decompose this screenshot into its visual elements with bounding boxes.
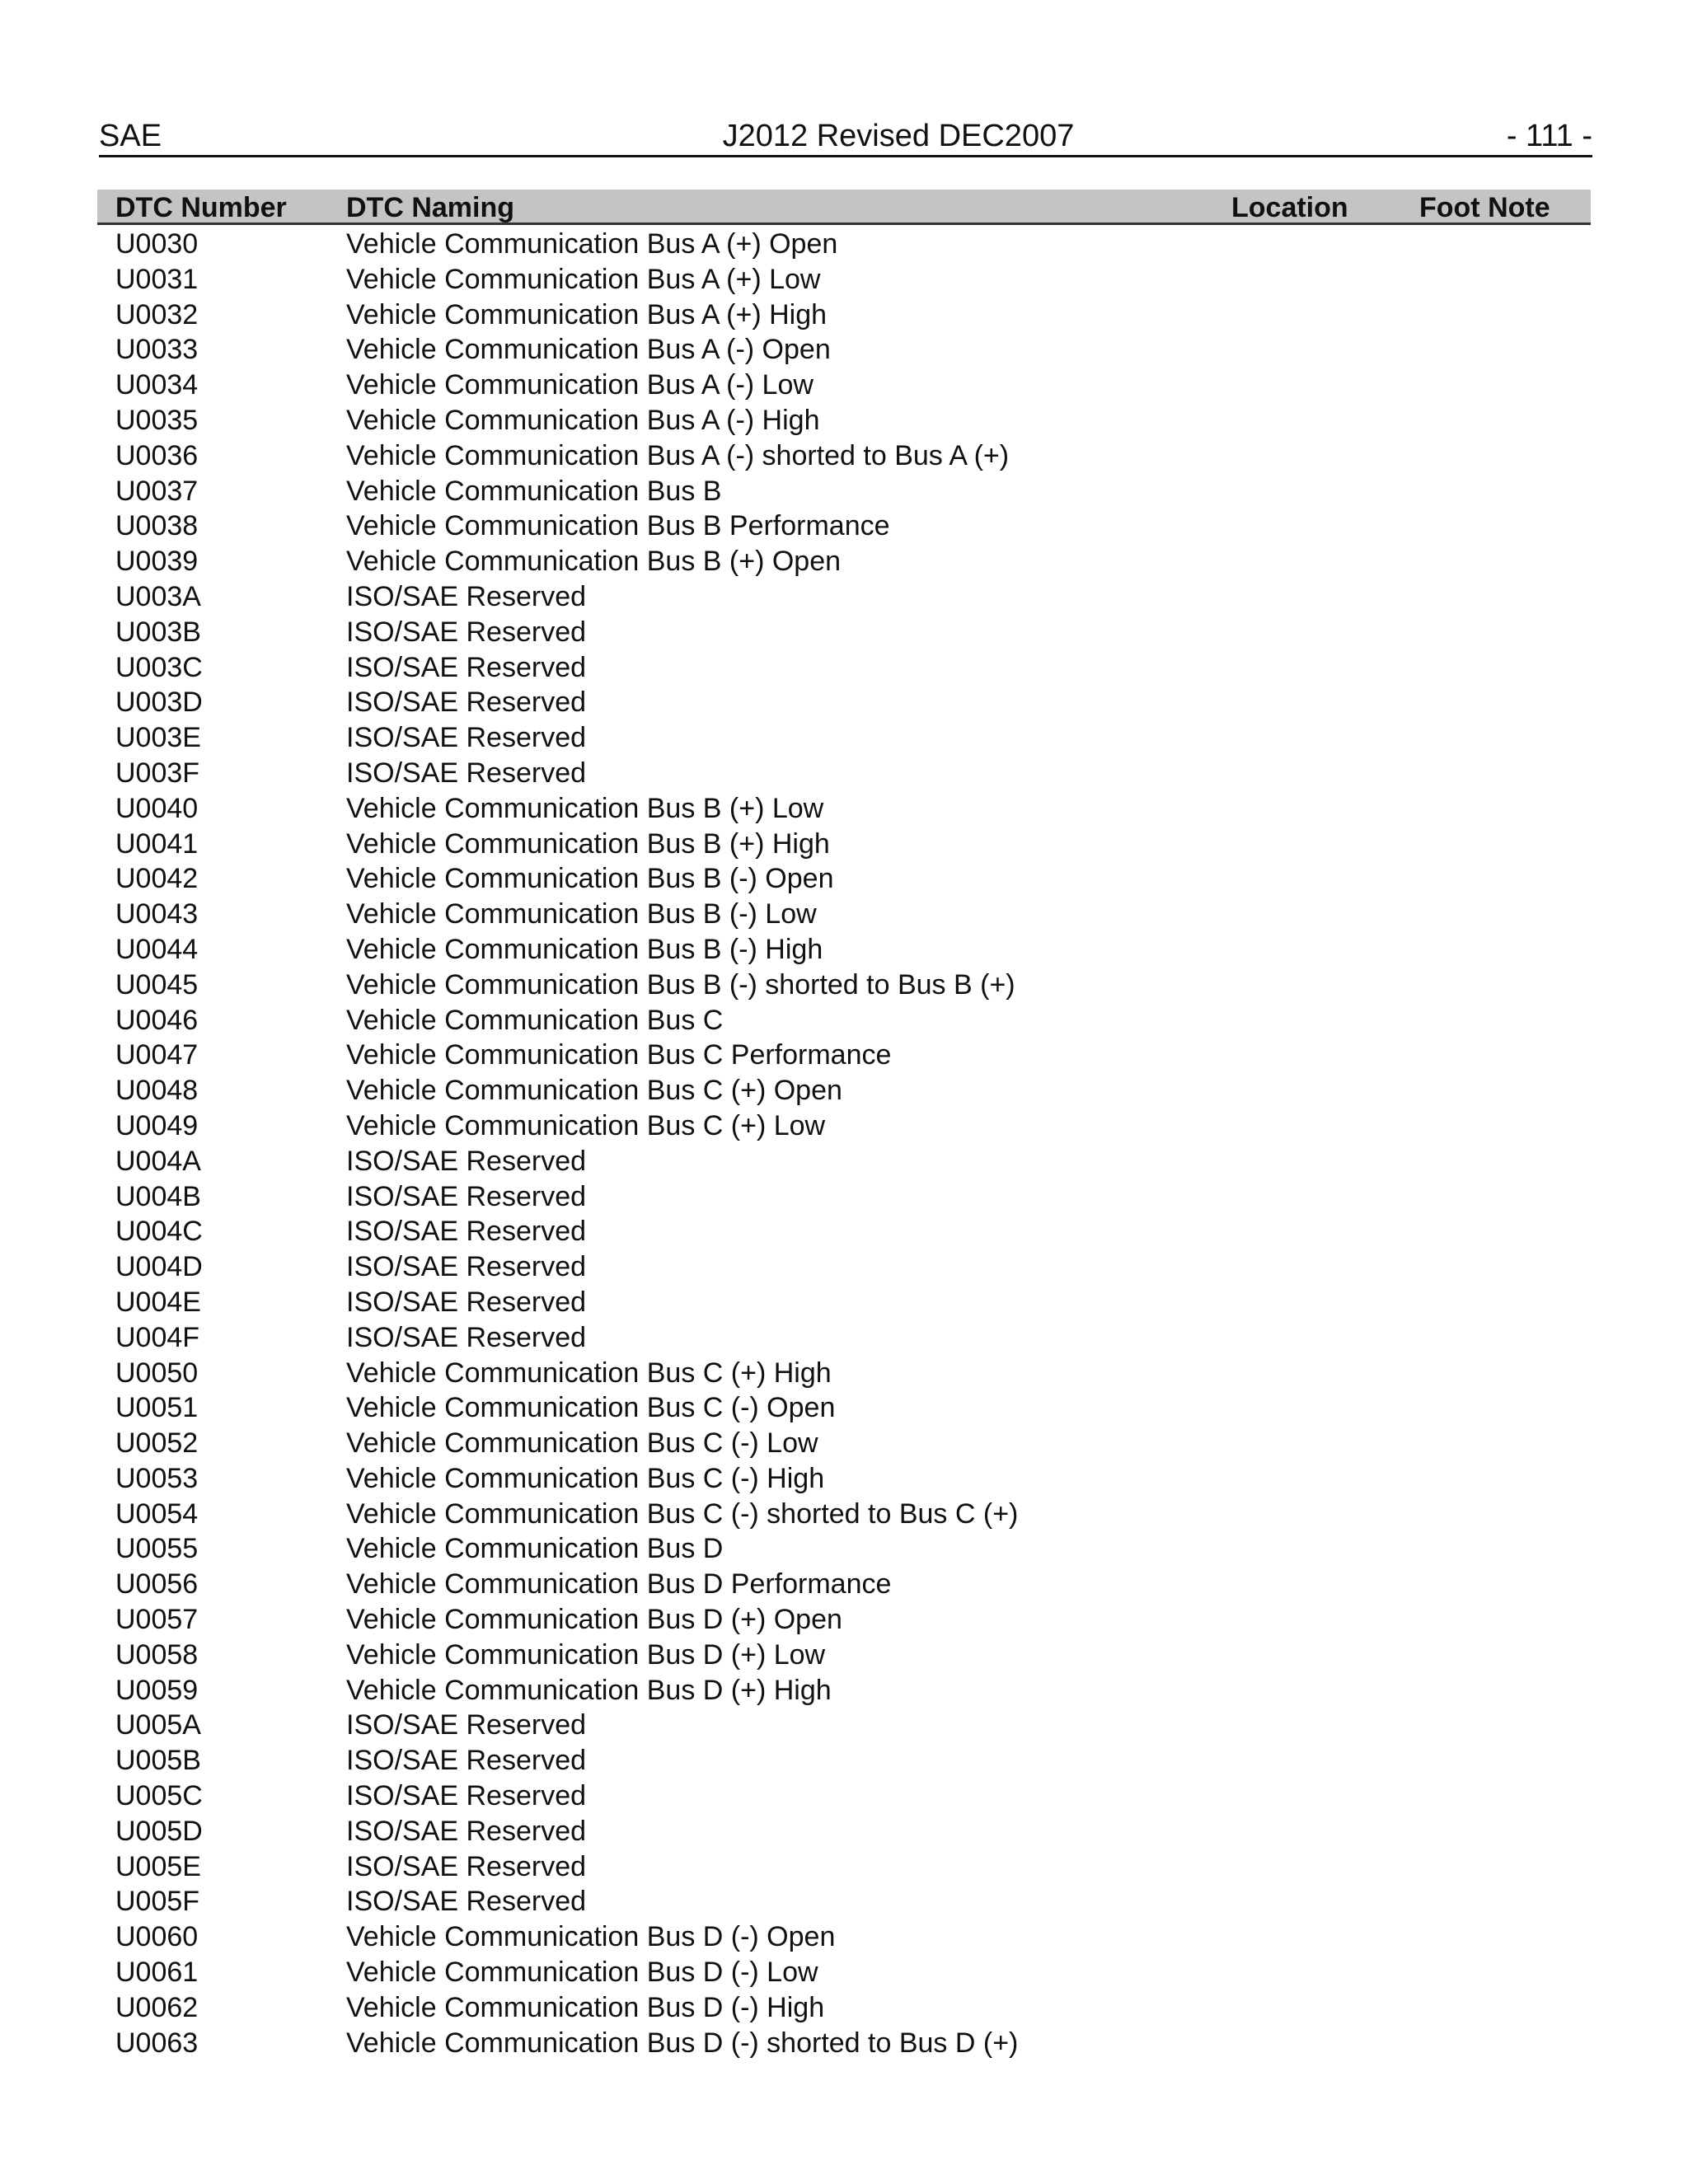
dtc-number-cell: U0037: [115, 475, 199, 507]
dtc-table-body: [97, 226, 1591, 2060]
dtc-naming-cell: Vehicle Communication Bus C (+) Low: [346, 1109, 826, 1141]
table-row: [97, 614, 1591, 649]
dtc-number-cell: U003A: [115, 580, 201, 612]
dtc-number-cell: U005D: [115, 1815, 203, 1847]
table-row: [97, 1707, 1591, 1742]
table-row: [97, 402, 1591, 438]
table-row: [97, 1813, 1591, 1849]
dtc-number-cell: U0042: [115, 863, 199, 895]
dtc-number-cell: U0032: [115, 298, 199, 330]
header-document-title: J2012 Revised DEC2007: [722, 119, 1075, 153]
dtc-number-cell: U003F: [115, 757, 200, 789]
dtc-number-cell: U0031: [115, 263, 199, 295]
dtc-naming-cell: ISO/SAE Reserved: [346, 757, 587, 789]
dtc-number-cell: U004B: [115, 1180, 201, 1212]
dtc-number-cell: U0046: [115, 1004, 199, 1036]
table-row: [97, 438, 1591, 473]
dtc-number-cell: U0045: [115, 968, 199, 1001]
dtc-naming-cell: ISO/SAE Reserved: [346, 651, 587, 683]
dtc-naming-cell: ISO/SAE Reserved: [346, 1850, 587, 1882]
page-header: [99, 117, 1592, 157]
dtc-number-cell: U0041: [115, 827, 199, 860]
table-row: [97, 1143, 1591, 1179]
dtc-number-cell: U005B: [115, 1745, 201, 1777]
dtc-naming-cell: Vehicle Communication Bus B (+) Low: [346, 792, 824, 824]
table-row: [97, 367, 1591, 402]
dtc-naming-cell: Vehicle Communication Bus C: [346, 1004, 724, 1036]
dtc-naming-cell: Vehicle Communication Bus A (+) Open: [346, 228, 838, 260]
dtc-number-cell: U0036: [115, 439, 199, 471]
dtc-naming-cell: Vehicle Communication Bus C (-) High: [346, 1462, 825, 1494]
dtc-number-cell: U004C: [115, 1216, 203, 1248]
dtc-naming-cell: Vehicle Communication Bus C (-) Low: [346, 1427, 818, 1460]
dtc-number-cell: U0043: [115, 898, 199, 930]
dtc-naming-cell: Vehicle Communication Bus D (-) Open: [346, 1921, 836, 1953]
table-row: [97, 649, 1591, 685]
table-row: [97, 1742, 1591, 1778]
dtc-number-cell: U005F: [115, 1886, 200, 1918]
table-row: [97, 1672, 1591, 1708]
table-row: [97, 1530, 1591, 1566]
dtc-number-cell: U0038: [115, 510, 199, 542]
dtc-number-cell: U0061: [115, 1957, 199, 1989]
dtc-naming-cell: Vehicle Communication Bus D (-) shorted to Bus D (+): [346, 2027, 1019, 2059]
dtc-number-cell: U0044: [115, 933, 199, 965]
dtc-naming-cell: Vehicle Communication Bus B Performance: [346, 510, 890, 542]
dtc-naming-cell: Vehicle Communication Bus D (-) High: [346, 1991, 825, 2023]
dtc-naming-cell: Vehicle Communication Bus B (-) Low: [346, 898, 817, 930]
dtc-naming-cell: ISO/SAE Reserved: [346, 616, 587, 648]
dtc-naming-cell: ISO/SAE Reserved: [346, 1745, 587, 1777]
table-row: [97, 473, 1591, 509]
table-row: [97, 1919, 1591, 1954]
table-row: [97, 1778, 1591, 1813]
dtc-number-cell: U004A: [115, 1145, 201, 1177]
table-header-row: [97, 190, 1591, 225]
table-row: [97, 1460, 1591, 1496]
dtc-naming-cell: Vehicle Communication Bus D (+) Low: [346, 1638, 826, 1671]
table-row: [97, 860, 1591, 896]
dtc-number-cell: U0062: [115, 1991, 199, 2023]
dtc-naming-cell: Vehicle Communication Bus B (-) Open: [346, 863, 834, 895]
dtc-naming-cell: Vehicle Communication Bus A (-) shorted to Bus A (+): [346, 439, 1010, 471]
dtc-number-cell: U005A: [115, 1709, 201, 1741]
header-org: SAE: [99, 119, 162, 153]
dtc-naming-cell: ISO/SAE Reserved: [346, 1815, 587, 1847]
header-page-number: - 111 -: [1506, 119, 1592, 153]
table-row: [97, 1849, 1591, 1884]
dtc-naming-cell: Vehicle Communication Bus B (-) High: [346, 933, 823, 965]
dtc-naming-cell: Vehicle Communication Bus B (-) shorted to Bus B (+): [346, 968, 1015, 1001]
table-row: [97, 331, 1591, 367]
table-row: [97, 1990, 1591, 2025]
table-row: [97, 967, 1591, 1002]
column-header-location: Location: [1231, 192, 1348, 223]
dtc-number-cell: U0035: [115, 404, 199, 436]
table-row: [97, 1954, 1591, 1990]
dtc-number-cell: U0057: [115, 1604, 199, 1636]
table-row: [97, 896, 1591, 931]
dtc-naming-cell: ISO/SAE Reserved: [346, 1886, 587, 1918]
dtc-naming-cell: Vehicle Communication Bus A (+) Low: [346, 263, 821, 295]
table-row: [97, 1002, 1591, 1038]
dtc-number-cell: U0030: [115, 228, 199, 260]
dtc-naming-cell: Vehicle Communication Bus D (+) Open: [346, 1604, 842, 1636]
dtc-naming-cell: Vehicle Communication Bus A (-) High: [346, 404, 820, 436]
dtc-number-cell: U0054: [115, 1497, 199, 1530]
table-row: [97, 261, 1591, 297]
table-row: [97, 755, 1591, 790]
dtc-number-cell: U005E: [115, 1850, 201, 1882]
dtc-number-cell: U0048: [115, 1075, 199, 1107]
table-row: [97, 1284, 1591, 1319]
dtc-naming-cell: Vehicle Communication Bus C (-) shorted to Bus C (+): [346, 1497, 1019, 1530]
dtc-naming-cell: ISO/SAE Reserved: [346, 1251, 587, 1283]
table-row: [97, 719, 1591, 755]
dtc-naming-cell: Vehicle Communication Bus D: [346, 1533, 724, 1565]
dtc-naming-cell: Vehicle Communication Bus D (+) High: [346, 1674, 832, 1706]
table-row: [97, 1213, 1591, 1249]
dtc-number-cell: U004D: [115, 1251, 203, 1283]
table-row: [97, 1179, 1591, 1214]
dtc-naming-cell: ISO/SAE Reserved: [346, 1709, 587, 1741]
dtc-number-cell: U003B: [115, 616, 201, 648]
dtc-naming-cell: Vehicle Communication Bus D (-) Low: [346, 1957, 818, 1989]
table-row: [97, 226, 1591, 261]
dtc-naming-cell: ISO/SAE Reserved: [346, 1180, 587, 1212]
dtc-naming-cell: ISO/SAE Reserved: [346, 1145, 587, 1177]
table-row: [97, 1390, 1591, 1425]
dtc-naming-cell: ISO/SAE Reserved: [346, 1286, 587, 1318]
dtc-number-cell: U0050: [115, 1357, 199, 1389]
dtc-number-cell: U0052: [115, 1427, 199, 1460]
table-row: [97, 931, 1591, 967]
dtc-naming-cell: Vehicle Communication Bus C (+) High: [346, 1357, 832, 1389]
table-row: [97, 1496, 1591, 1531]
dtc-naming-cell: ISO/SAE Reserved: [346, 580, 587, 612]
column-header-foot-note: Foot Note: [1419, 192, 1550, 223]
dtc-number-cell: U003D: [115, 687, 203, 719]
table-row: [97, 579, 1591, 614]
table-row: [97, 508, 1591, 543]
table-row: [97, 1425, 1591, 1460]
dtc-naming-cell: Vehicle Communication Bus B (+) Open: [346, 546, 842, 578]
dtc-naming-cell: ISO/SAE Reserved: [346, 687, 587, 719]
dtc-number-cell: U0040: [115, 792, 199, 824]
dtc-number-cell: U0049: [115, 1109, 199, 1141]
dtc-number-cell: U0047: [115, 1039, 199, 1071]
table-row: [97, 826, 1591, 861]
dtc-naming-cell: Vehicle Communication Bus C (-) Open: [346, 1392, 836, 1424]
dtc-number-cell: U0051: [115, 1392, 199, 1424]
table-row: [97, 1566, 1591, 1601]
dtc-number-cell: U0060: [115, 1921, 199, 1953]
dtc-number-cell: U0059: [115, 1674, 199, 1706]
table-row: [97, 1037, 1591, 1072]
table-row: [97, 1637, 1591, 1672]
dtc-naming-cell: Vehicle Communication Bus B: [346, 475, 722, 507]
column-header-dtc-naming: DTC Naming: [346, 192, 514, 223]
dtc-number-cell: U0063: [115, 2027, 199, 2059]
dtc-number-cell: U0058: [115, 1638, 199, 1671]
dtc-naming-cell: Vehicle Communication Bus C (+) Open: [346, 1075, 842, 1107]
dtc-naming-cell: Vehicle Communication Bus A (-) Low: [346, 369, 814, 401]
table-row: [97, 1072, 1591, 1108]
table-row: [97, 1601, 1591, 1637]
table-row: [97, 1355, 1591, 1390]
dtc-number-cell: U004F: [115, 1321, 200, 1353]
table-row: [97, 2025, 1591, 2060]
table-row: [97, 297, 1591, 332]
dtc-naming-cell: Vehicle Communication Bus D Performance: [346, 1568, 892, 1601]
table-row: [97, 790, 1591, 826]
dtc-naming-cell: ISO/SAE Reserved: [346, 1216, 587, 1248]
dtc-naming-cell: ISO/SAE Reserved: [346, 722, 587, 754]
dtc-naming-cell: Vehicle Communication Bus B (+) High: [346, 827, 830, 860]
dtc-naming-cell: Vehicle Communication Bus A (-) Open: [346, 334, 831, 366]
table-row: [97, 1249, 1591, 1284]
dtc-naming-cell: Vehicle Communication Bus A (+) High: [346, 298, 828, 330]
table-row: [97, 1883, 1591, 1919]
dtc-number-cell: U0033: [115, 334, 199, 366]
dtc-naming-cell: ISO/SAE Reserved: [346, 1321, 587, 1353]
column-header-dtc-number: DTC Number: [115, 192, 287, 223]
table-row: [97, 684, 1591, 719]
table-row: [97, 1319, 1591, 1355]
dtc-naming-cell: Vehicle Communication Bus C Performance: [346, 1039, 892, 1071]
table-row: [97, 543, 1591, 579]
dtc-number-cell: U003E: [115, 722, 201, 754]
dtc-number-cell: U005C: [115, 1780, 203, 1812]
dtc-naming-cell: ISO/SAE Reserved: [346, 1780, 587, 1812]
table-row: [97, 1108, 1591, 1143]
dtc-number-cell: U004E: [115, 1286, 201, 1318]
dtc-number-cell: U0055: [115, 1533, 199, 1565]
dtc-number-cell: U003C: [115, 651, 203, 683]
dtc-number-cell: U0039: [115, 546, 199, 578]
dtc-number-cell: U0056: [115, 1568, 199, 1601]
dtc-number-cell: U0034: [115, 369, 199, 401]
dtc-number-cell: U0053: [115, 1462, 199, 1494]
